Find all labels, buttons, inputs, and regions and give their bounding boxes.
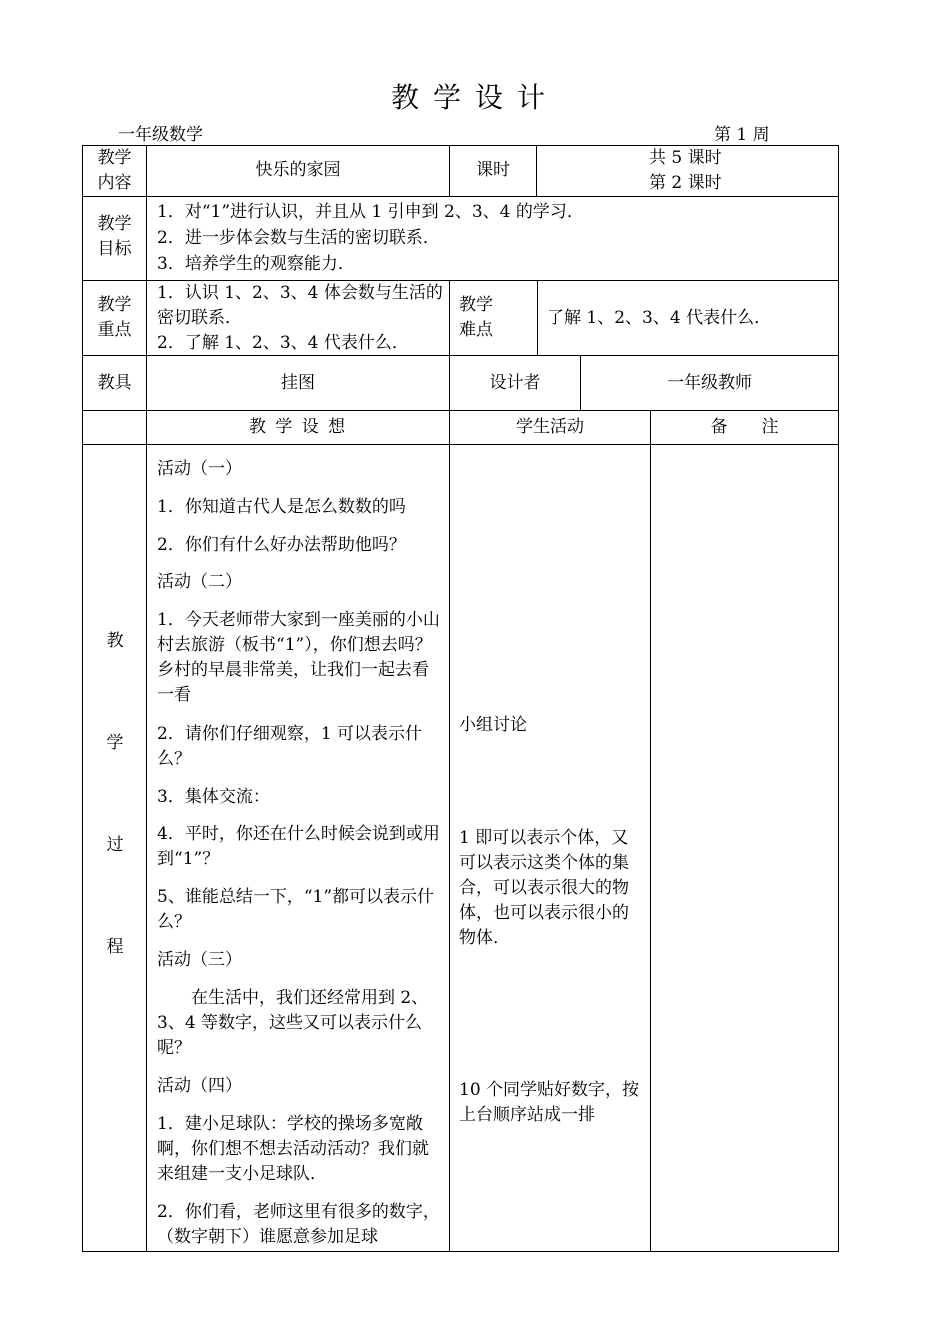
hours-label: 课时 — [476, 160, 510, 180]
process-label-char: 学 — [106, 733, 124, 753]
hours-total: 共 5 课时 — [649, 148, 722, 168]
process-item: 3．集体交流： — [157, 787, 270, 807]
activity-header: 学生活动 — [516, 417, 584, 437]
designer-value: 一年级教师 — [667, 373, 752, 393]
process-item: 2．请你们仔细观察，1 可以表示什么？ — [157, 724, 423, 769]
difficulty-label: 教学 难点 — [459, 295, 493, 340]
content-value: 快乐的家园 — [255, 160, 341, 180]
page-title: 教学设计 — [390, 81, 559, 114]
process-item: 1．建小足球队：学校的操场多宽敞啊，你们想不想去活动活动？我们就来组建一支小足球队． — [157, 1114, 429, 1184]
process-item: 2．你们有什么好办法帮助他吗？ — [157, 535, 406, 555]
design-header: 教 学 设 想 — [248, 417, 348, 437]
process-item: 2．你们看，老师这里有很多的数字，（数字朝下）谁愿意参加足球 — [157, 1202, 440, 1247]
objective-2: 2．进一步体会数与生活的密切联系． — [157, 228, 440, 248]
designer-label: 设计者 — [489, 373, 541, 393]
process-item: 5、谁能总结一下，“1”都可以表示什么？ — [157, 887, 435, 932]
key-points-label: 教学 重点 — [97, 295, 132, 340]
objectives-label: 教学 目标 — [97, 214, 132, 259]
activity-heading: 活动（一） — [157, 459, 242, 479]
student-activity: 小组讨论 — [459, 715, 527, 735]
student-activity: 1 即可以表示个体，又可以表示这类个体的集合，可以表示很大的物体，也可以表示很小的物体． — [459, 828, 629, 948]
process-item: 4．平时，你还在什么时候会说到或用到“1”？ — [157, 824, 440, 869]
notes-header: 备 注 — [710, 417, 779, 437]
activity-heading: 活动（四） — [157, 1076, 242, 1096]
difficulty-value: 了解 1、2、3、4 代表什么． — [547, 308, 772, 328]
grade-subject: 一年级数学 — [118, 125, 203, 145]
week-number: 第 1 周 — [714, 125, 770, 145]
activity-heading: 活动（三） — [157, 950, 242, 970]
process-item: 1．你知道古代人是怎么数数的吗 — [157, 497, 406, 517]
process-label-char: 教 — [106, 631, 124, 651]
process-item: 在生活中，我们还经常用到 2、3、4 等数字，这些又可以表示什么呢？ — [157, 988, 429, 1058]
tools-value: 挂图 — [281, 373, 315, 393]
process-item: 1．今天老师带大家到一座美丽的小山村去旅游（板书“1”），你们想去吗？乡村的早晨非常美，让我们一起去看一看 — [157, 610, 440, 705]
objective-3: 3．培养学生的观察能力． — [157, 254, 355, 274]
student-activity: 10 个同学贴好数字，按上台顺序站成一排 — [459, 1080, 640, 1125]
activity-heading: 活动（二） — [157, 572, 242, 592]
tools-label: 教具 — [97, 373, 132, 393]
key-points: 1．认识 1、2、3、4 体会数与生活的密切联系． 2．了解 1、2、3、4 代表什么． — [157, 283, 443, 353]
content-label: 教学 内容 — [97, 148, 132, 193]
objective-1: 1．对“1”进行认识，并且从 1 引申到 2、3、4 的学习． — [157, 202, 584, 222]
process-label-char: 过 — [106, 835, 124, 855]
hours-current: 第 2 课时 — [649, 173, 722, 193]
process-label-char: 程 — [106, 937, 124, 957]
